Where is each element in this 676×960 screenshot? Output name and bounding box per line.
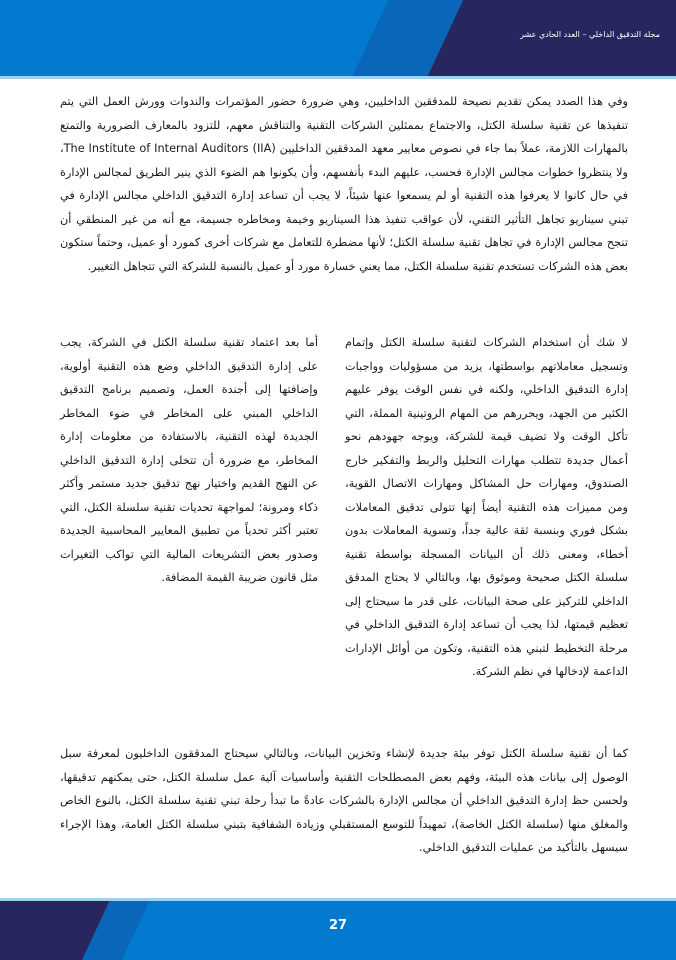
closing-paragraph: كما أن تقنية سلسلة الكتل توفر بيئة جديدة لإنشاء وتخزين البيانات، وبالتالي سيحتاج المدققون الداخليون لمعرفة سبل الوصول إلى بيانات هذه البيئة، وفهم بعض المصطلحات التقنية وأساسيات آلية عمل سلسلة الكتل، حتى يمكنهم تدقيقها، ولحسن حظ إدارة التدقيق الداخلي أن مجالس الإدارة بالشركات عادةً ما تبدأ رحلة تبني تقنية سلسلة الكتل، بالنوع الخاص والمغلق منها (سلسلة الكتل الخاصة)، تمهيداً للتوسع المستقبلي وزيادة الشفافية بتبني سلسلة الكتل العامة، وهذا الإجراء سيسهل بالتأكيد من عمليات التدقيق الداخلي.	[60, 747, 628, 854]
page-header-banner	[0, 0, 676, 78]
page-number: 27	[328, 918, 348, 933]
left-column-paragraph: أما بعد اعتماد تقنية سلسلة الكتل في الشركة، يجب على إدارة التدقيق الداخلي وضع هذه التقنية أولوية، وإضافتها إلى أجندة العمل، وتصميم برنامج التدقيق الداخلي المبني على المخاطر في ضوء المخاطر الجديدة لهذه التقنية، بالاستفادة من معلومات إدارة المخاطر، مع ضرورة أن تتخلى إدارة التدقيق الداخلي عن النهج القديم واختيار نهج تدقيق جديد مستمر وأكثر ذكاء ومرونة؛ لمواجهة تحديات تقنية سلسلة الكتل، التي تعتبر أكثر تحدياً من تطبيق المعايير المحاسبية الجديدة وصدور بعض التشريعات المالية التي تواكب التغيرات مثل قانون ضريبة القيمة المضافة.	[60, 336, 318, 584]
right-column-paragraph: لا شك أن استخدام الشركات لتقنية سلسلة الكتل وإتمام وتسجيل معاملاتهم بواسطتها، يزيد من مسؤوليات وواجبات إدارة التدقيق الداخلي، ولكنه في نفس الوقت يوفر عليهم الكثير من الجهد، ويحررهم من المهام الروتينية المملة، التي تأكل الوقت ولا تضيف قيمة للشركة، ويوجه جهودهم نحو أعمال جديدة تتطلب مهارات التحليل والربط والتفكير خارج الصندوق، ومهارات حل المشاكل ومهارات الاتصال القوية، ومن مميزات هذه التقنية أيضاً إنها تتولى تدقيق المعاملات بشكل فوري وبنسبة ثقة عالية جداً، وتسوية المعاملات بدون أخطاء، ومعنى ذلك أن البيانات المسجلة بواسطة تقنية سلسلة الكتل صحيحة وموثوق بها، وبالتالي لا يحتاج المدقق الداخلي للتركيز على صحة البيانات، على قدر ما سيحتاج إلى تعظيم قيمتها، لذا يجب أن تساعد إدارة التدقيق الداخلي في مرحلة التخطيط لتبني هذه التقنية، وتكون من أوائل الإدارات الداعمة لإدخالها في نظم الشركة.	[345, 336, 628, 678]
page-footer-banner	[0, 898, 676, 960]
header-divider	[0, 76, 676, 79]
header-dark-panel	[427, 0, 676, 78]
magazine-title: مجلة التدقيق الداخلي – العدد الحادي عشر	[520, 30, 660, 39]
intro-paragraph: وفي هذا الصدد يمكن تقديم نصيحة للمدققين الداخليين، وهي ضرورة حضور المؤتمرات والندوات وورش العمل التي يتم تنفيذها عن تقنية سلسلة الكتل، والاجتماع بممثلين الشركات التقنية والتناقش معهم، للتزود بالمعارف الضرورية والتمتع بالمهارات اللازمة، عملاً بما جاء في نصوص معايير معهد المدققين الداخليين The Institute of Internal Auditors (IIA)، ولا ينتظروا خطوات مجالس الإدارة فحسب، عليهم البدء بأنفسهم، وأن يكونوا هم الضوء الذي ينير الطريق لمجالس الإدارة في حال كانوا لا يعرفوا هذه التقنية أو لم يسمعوا عنها شيئاً، لا يجب أن تساعد إدارة التدقيق الداخلي مجالس الإدارة في تبني سيناريو تجاهل التأثير التقني، لأن عواقب تنفيذ هذا السيناريو وخيمة ومخاطره جسيمة، مع أنه من غير المنطقي أن تنجح مجالس الإدارة في تجاهل تقنية سلسلة الكتل؛ لأنها مضطرة للتعامل مع شركات أخرى كمورد أو عميل، وحتماً ستكون بعض هذه الشركات تستخدم تقنية سلسلة الكتل، مما يعني خسارة مورد أو عميل بالنسبة للشركة التي تتجاهل التغيير.	[60, 95, 628, 273]
